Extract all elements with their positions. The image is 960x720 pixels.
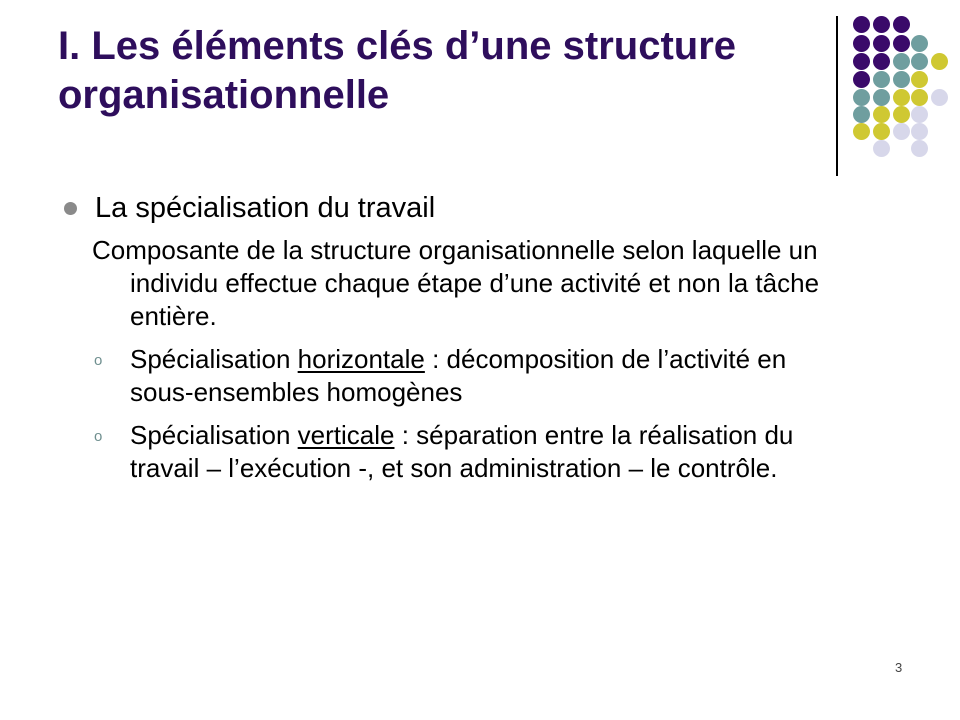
page-number: 3 <box>895 660 903 675</box>
decorative-dot <box>893 16 910 33</box>
decorative-dot <box>853 89 870 106</box>
decorative-divider-line <box>836 16 838 176</box>
sub-bullet-horizontal <box>60 343 850 409</box>
bullet-item <box>60 190 850 226</box>
sub-bullet-prefix: Spécialisation <box>130 344 298 374</box>
decorative-dot <box>873 53 890 70</box>
decorative-dot <box>853 123 870 140</box>
slide-body <box>60 190 850 495</box>
sub-bullet-prefix: Spécialisation <box>130 420 298 450</box>
sub-bullet-verticale <box>60 419 850 485</box>
decorative-dot <box>853 35 870 52</box>
decorative-dot <box>873 16 890 33</box>
circle-bullet-icon: o <box>94 352 103 369</box>
decorative-dot <box>911 71 928 88</box>
decorative-dot <box>911 106 928 123</box>
decorative-dot <box>893 35 910 52</box>
decorative-dot <box>893 106 910 123</box>
decorative-dot <box>873 89 890 106</box>
sub-bullet-text: : décomposition de l’activité en sous-ensembles homogènes <box>130 344 787 407</box>
definition-text: Composante de la structure organisationnelle selon laquelle un individu effectue chaque étape d’une activité et non la tâche entière. <box>92 235 820 331</box>
keyword-horizontale: horizontale <box>297 344 425 374</box>
decorative-dot <box>873 123 890 140</box>
decorative-dot <box>911 123 928 140</box>
keyword-verticale: verticale <box>297 420 395 450</box>
decorative-dot <box>911 35 928 52</box>
decorative-dot <box>853 53 870 70</box>
decorative-dot <box>893 123 910 140</box>
decorative-dot <box>853 71 870 88</box>
decorative-dot <box>893 89 910 106</box>
decorative-dot <box>931 53 948 70</box>
decorative-dot <box>911 140 928 157</box>
decorative-dot <box>853 106 870 123</box>
decorative-dot <box>893 71 910 88</box>
circle-bullet-icon: o <box>94 428 103 445</box>
decorative-dot <box>873 35 890 52</box>
decorative-dot <box>873 106 890 123</box>
bullet-text: La spécialisation du travail <box>95 192 436 224</box>
slide-title: I. Les éléments clés d’une structure organisationnelle <box>58 24 737 117</box>
sub-bullet-text: : séparation entre la réalisation du travail – l’exécution -, et son administration – le contrôle. <box>130 420 794 483</box>
bullet-dot-icon <box>64 202 77 215</box>
decorative-dot <box>911 89 928 106</box>
decorative-dot <box>911 53 928 70</box>
decorative-dot <box>853 16 870 33</box>
decorative-dot <box>873 71 890 88</box>
decorative-dot <box>893 53 910 70</box>
decorative-dot <box>931 89 948 106</box>
decorative-dot <box>873 140 890 157</box>
